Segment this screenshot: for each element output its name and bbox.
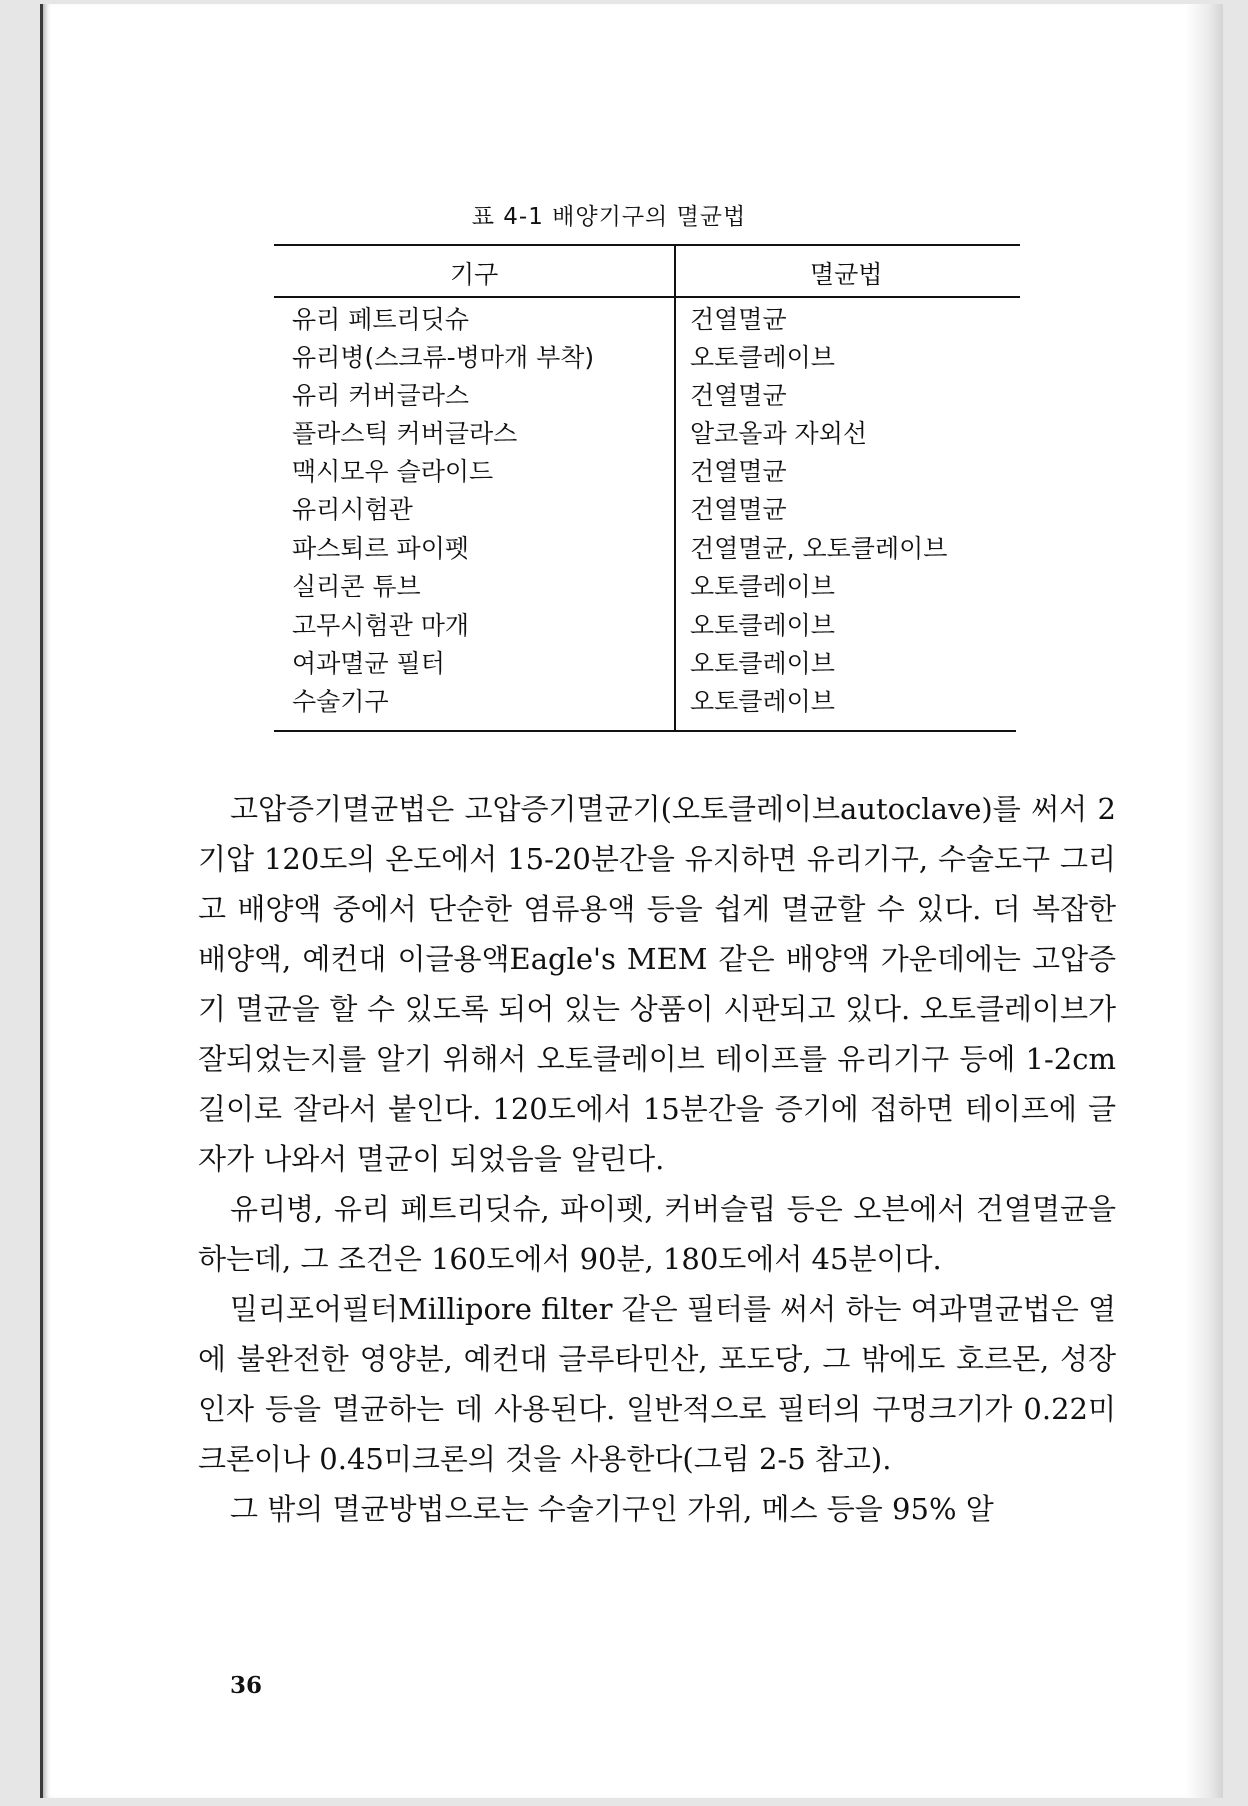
header-sterilization-method: 멸균법: [810, 260, 883, 289]
cell-instrument: 유리 커버글라스: [292, 381, 469, 410]
table-top-rule: [274, 244, 1020, 246]
cell-method: 오토클레이브: [690, 649, 835, 678]
cell-instrument: 플라스틱 커버글라스: [292, 419, 518, 448]
cell-instrument: 파스퇴르 파이펫: [292, 534, 469, 563]
paragraph-autoclave: 고압증기멸균법은 고압증기멸균기(오토클레이브autoclave)를 써서 2기압 120도의 온도에서 15-20분간을 유지하면 유리기구, 수술도구 그리고 배양액 중에서 단순한 염류용액 등을 쉽게 멸균할 수 있다. 더 복잡한 배양액, 예컨대 이글용액Eagle's MEM 같은 배양액 가운데에는 고압증기 멸균을 할 수 있도록 되어 있는 상품이 시판되고 있다. 오토클레이브가 잘되었는지를 알기 위해서 오토클레이브 테이프를 유리기구 등에 1-2cm 길이로 잘라서 붙인다. 120도에서 15분간을 증기에 접하면 테이프에 글자가 나와서 멸균이 되었음을 알린다.: [198, 792, 1116, 1176]
cell-instrument: 실리콘 튜브: [292, 572, 421, 601]
table-header-rule: [274, 296, 1020, 298]
cell-method: 건열멸균: [690, 305, 787, 334]
cell-instrument: 고무시험관 마개: [292, 611, 469, 640]
table-caption: 표 4-1 배양기구의 멸균법: [471, 204, 747, 230]
table-column-divider: [674, 244, 676, 732]
cell-instrument: 유리병(스크류-병마개 부착): [292, 343, 595, 372]
cell-method: 오토클레이브: [690, 611, 835, 640]
table-bottom-rule: [274, 730, 1016, 732]
cell-method: 건열멸균: [690, 495, 787, 524]
cell-instrument: 맥시모우 슬라이드: [292, 457, 494, 486]
cell-method: 건열멸균: [690, 457, 787, 486]
cell-method: 건열멸균, 오토클레이브: [690, 534, 948, 563]
cell-method: 오토클레이브: [690, 572, 835, 601]
cell-method: 건열멸균: [690, 381, 787, 410]
cell-instrument: 유리 페트리딧슈: [292, 305, 469, 334]
header-instrument: 기구: [450, 260, 499, 289]
cell-instrument: 수술기구: [292, 687, 389, 716]
cell-instrument: 유리시험관: [292, 495, 413, 524]
cell-method: 오토클레이브: [690, 343, 835, 372]
paragraph-filtration: 밀리포어필터Millipore filter 같은 필터를 써서 하는 여과멸균법은 열에 불완전한 영양분, 예컨대 글루타민산, 포도당, 그 밖에도 호르몬, 성장인자 등을 멸균하는 데 사용된다. 일반적으로 필터의 구멍크기가 0.22미크론이나 0.45미크론의 것을 사용한다(그림 2-5 참고).: [198, 1292, 1116, 1476]
cell-instrument: 여과멸균 필터: [292, 649, 445, 678]
cell-method: 알코올과 자외선: [690, 419, 867, 448]
body-text: [198, 784, 1116, 1534]
paragraph-other-methods: 그 밖의 멸균방법으로는 수술기구인 가위, 메스 등을 95% 알: [230, 1492, 994, 1526]
paragraph-dry-heat: 유리병, 유리 페트리딧슈, 파이펫, 커버슬립 등은 오븐에서 건열멸균을 하는데, 그 조건은 160도에서 90분, 180도에서 45분이다.: [198, 1192, 1116, 1276]
page-edge-shadow: [1185, 4, 1223, 1798]
page-number: 36: [230, 1672, 263, 1699]
cell-method: 오토클레이브: [690, 687, 835, 716]
